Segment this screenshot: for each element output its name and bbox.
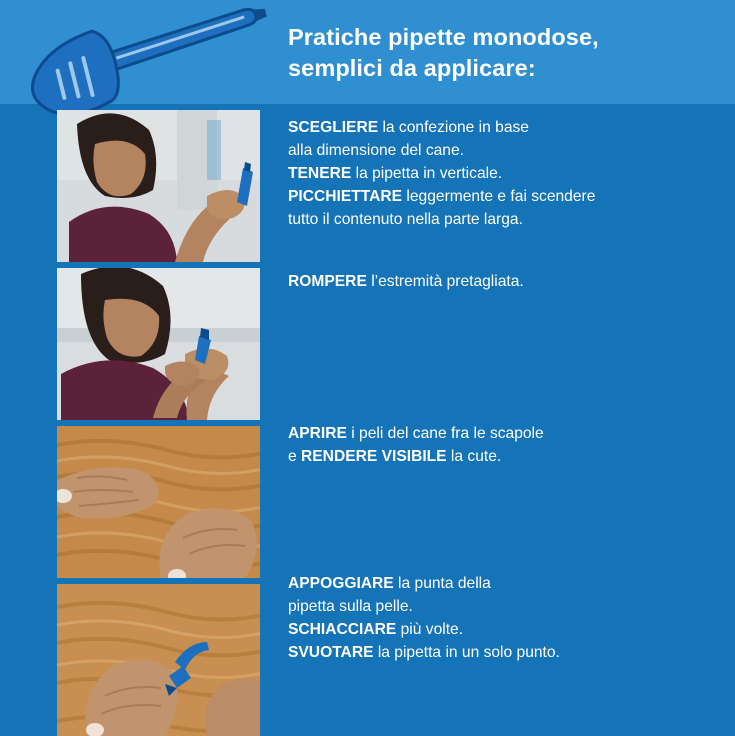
page-title-line-2: semplici da applicare: [288, 55, 536, 81]
step-1-rest-3: la pipetta in verticale. [351, 165, 503, 182]
page-title [288, 22, 708, 84]
step-1-text [288, 116, 718, 231]
step-3-rest-1: i peli del cane fra le scapole [346, 425, 544, 442]
photo-step-4 [57, 584, 260, 736]
step-4-keyword-3: SCHIACCIARE [288, 621, 397, 638]
step-1-keyword-1: SCEGLIERE [288, 119, 379, 136]
step-1-rest-4: leggermente e fai scendere [402, 188, 596, 205]
step-4-keyword-4: SVUOTARE [288, 644, 374, 661]
step-1-rest-2: alla dimensione del cane. [288, 142, 464, 159]
step-2-rest-1: l’estremità pretagliata. [366, 273, 524, 290]
step-4-keyword-1: APPOGGIARE [288, 575, 394, 592]
step-4-rest-2: pipetta sulla pelle. [288, 598, 413, 615]
step-2-text [288, 270, 718, 293]
step-4-rest-3: più volte. [396, 621, 464, 638]
step-3-rest-3: la cute. [446, 448, 502, 465]
step-1-keyword-4: PICCHIETTARE [288, 188, 403, 205]
step-4-text [288, 572, 718, 664]
step-4-rest-1: la punta della [393, 575, 491, 592]
step-1-keyword-3: TENERE [288, 165, 352, 182]
step-2-keyword-1: ROMPERE [288, 273, 367, 290]
page-title-line-1: Pratiche pipette monodose, [288, 24, 599, 50]
step-1-rest-1: la confezione in base [378, 119, 529, 136]
step-3-keyword-3: RENDERE VISIBILE [301, 448, 447, 465]
photo-step-3 [57, 426, 260, 578]
step-4-rest-4: la pipetta in un solo punto. [373, 644, 560, 661]
photo-step-1 [57, 110, 260, 262]
step-1-rest-5: tutto il contenuto nella parte larga. [288, 211, 523, 228]
step-3-rest-2: e [288, 448, 302, 465]
photo-step-2 [57, 268, 260, 420]
step-3-text [288, 422, 718, 468]
step-3-keyword-1: APRIRE [288, 425, 347, 442]
